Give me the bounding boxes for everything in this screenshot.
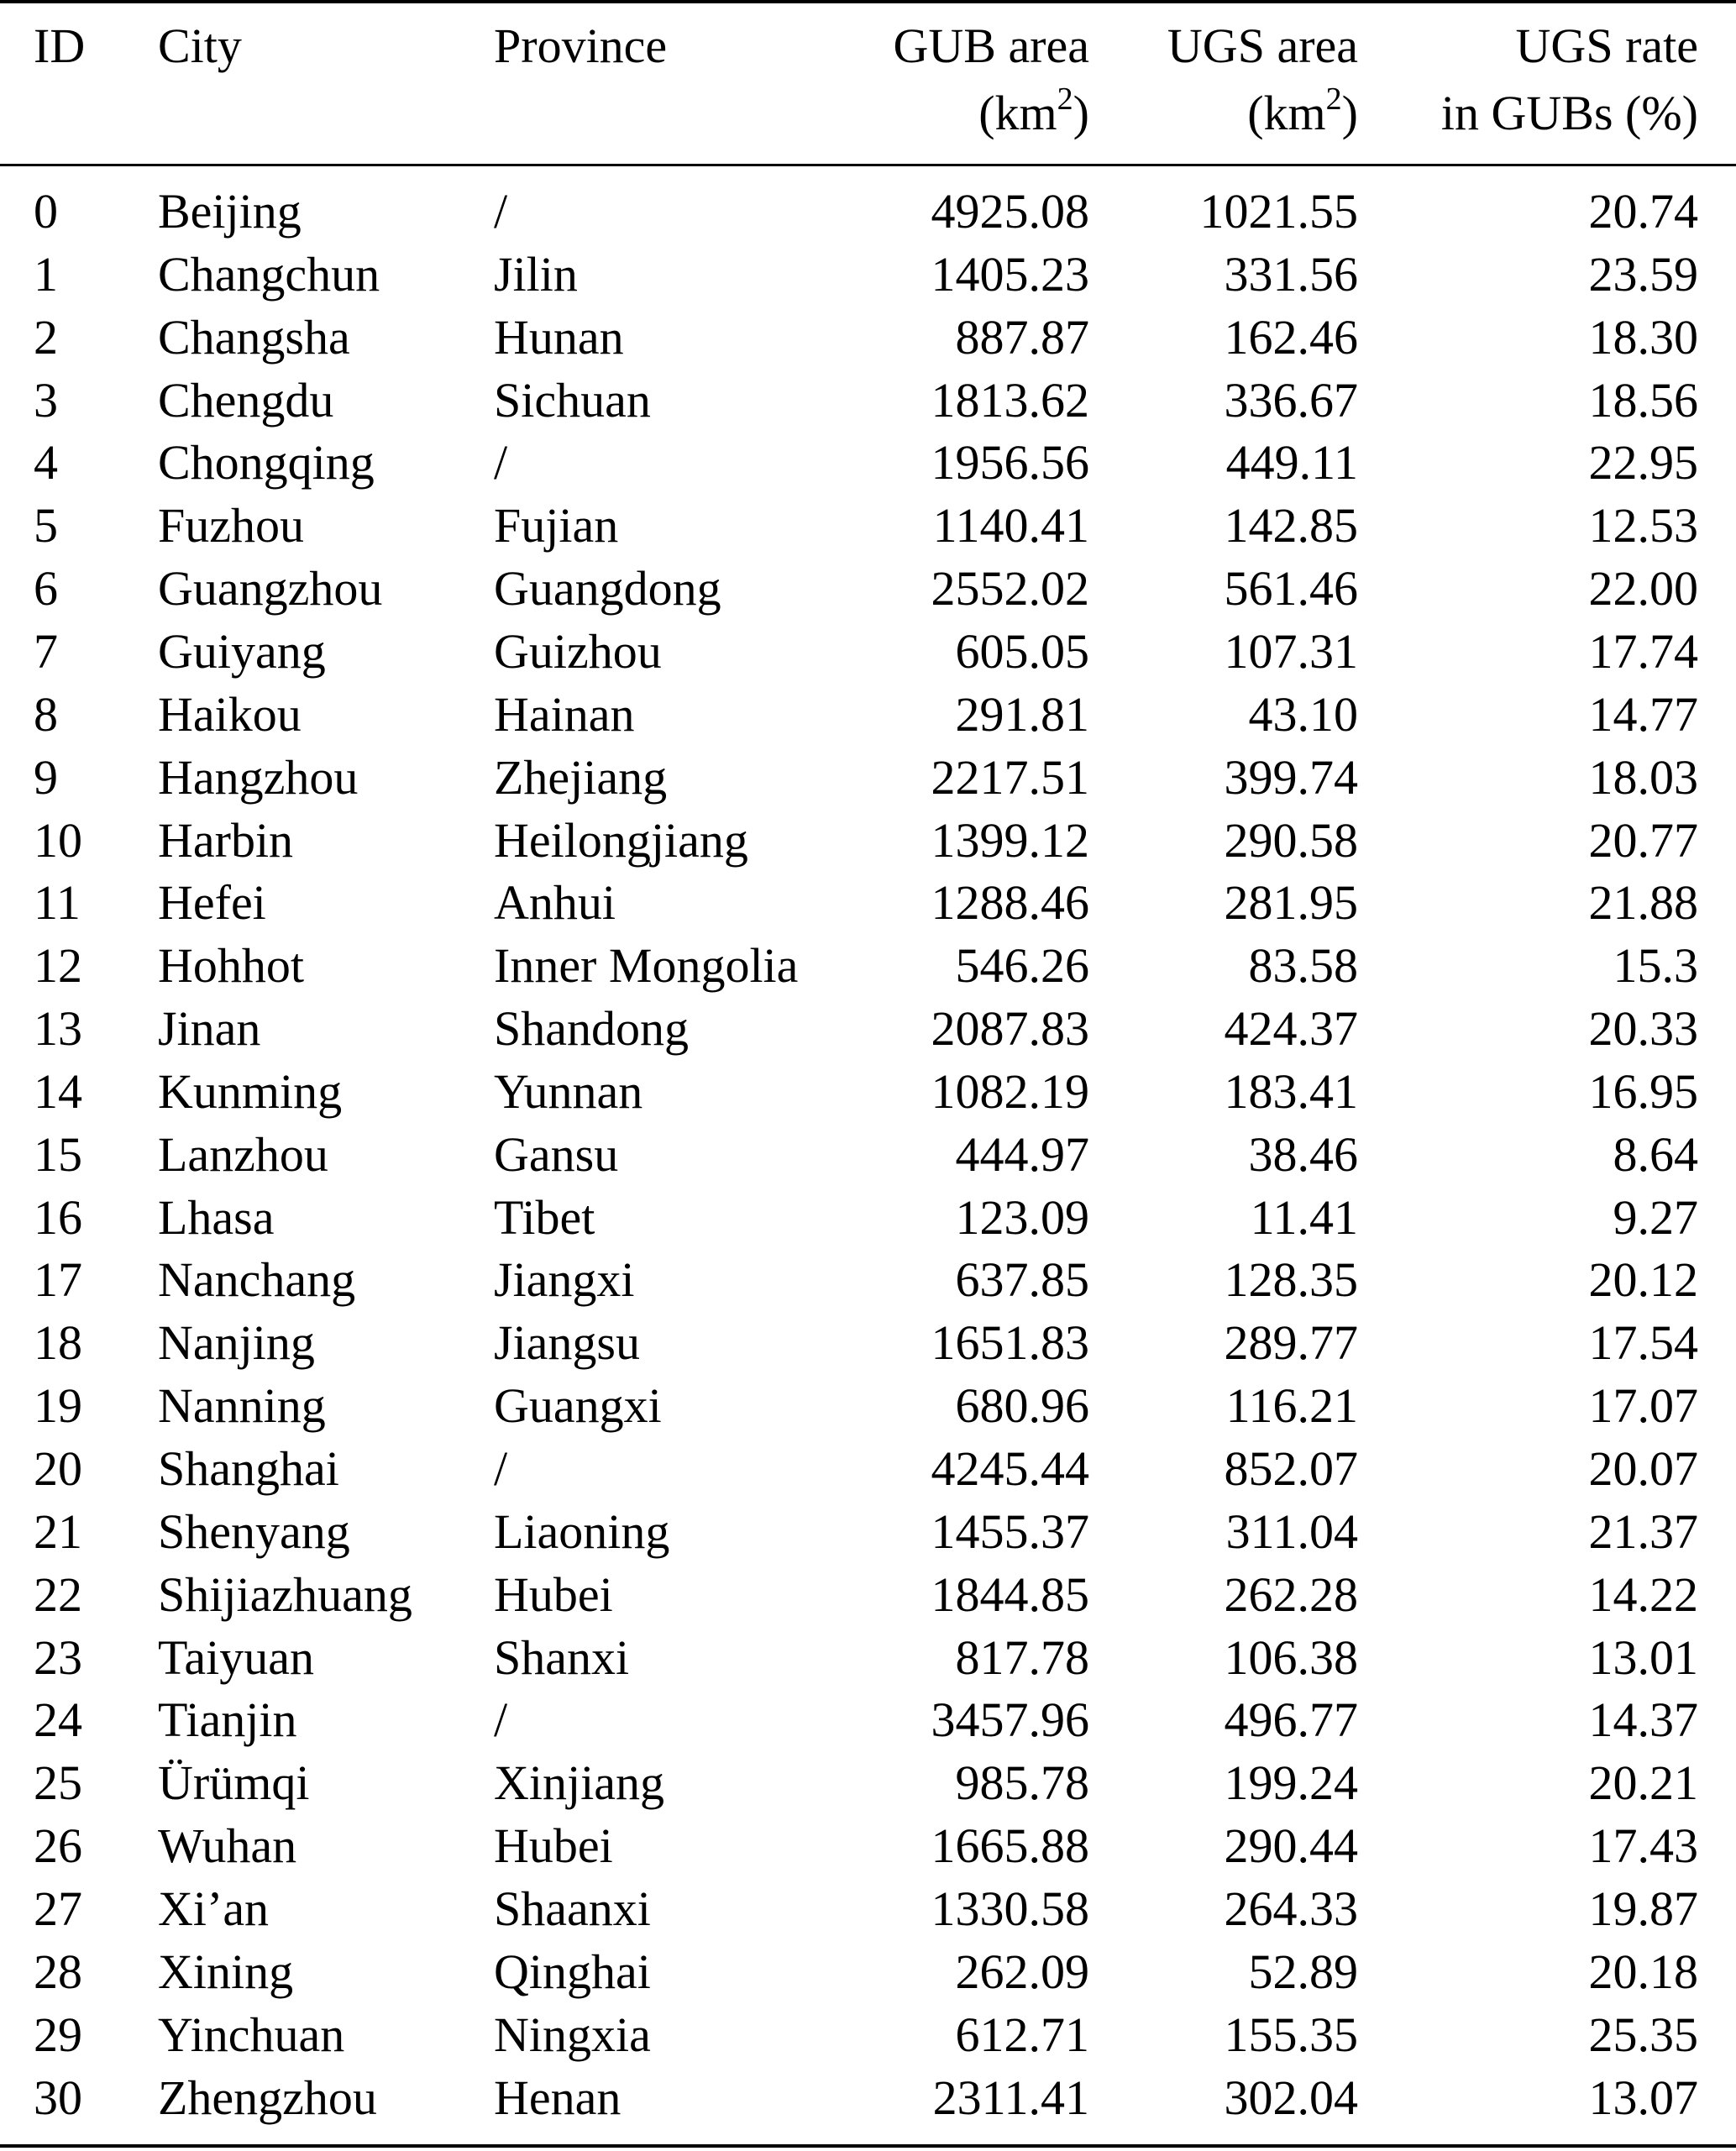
cell-ugs-area: 311.04 <box>1225 1503 1358 1559</box>
cell-province: Hunan <box>494 309 624 365</box>
cell-gub-area: 1405.23 <box>931 246 1089 302</box>
cell-gub-area: 2311.41 <box>932 2070 1089 2125</box>
cell-gub-area: 1288.46 <box>931 875 1089 931</box>
cell-id: 26 <box>34 1818 82 1874</box>
cell-city: Hangzhou <box>158 749 359 805</box>
cell-gub-area: 4245.44 <box>931 1441 1089 1496</box>
cell-ugs-area: 264.33 <box>1224 1881 1358 1936</box>
cell-ugs-rate: 19.87 <box>1588 1881 1698 1936</box>
cell-gub-area: 1455.37 <box>931 1503 1089 1559</box>
cell-ugs-area: 336.67 <box>1224 372 1358 428</box>
cell-province: Inner Mongolia <box>494 938 799 994</box>
header-gub-unit-text: (km <box>978 86 1057 140</box>
cell-id: 14 <box>34 1063 82 1119</box>
cell-ugs-rate: 18.56 <box>1588 372 1698 428</box>
cell-gub-area: 1399.12 <box>931 812 1089 868</box>
cell-province: / <box>494 184 508 239</box>
cell-ugs-rate: 20.33 <box>1588 1001 1698 1057</box>
cell-ugs-area: 290.58 <box>1224 812 1358 868</box>
cell-ugs-rate: 21.37 <box>1588 1503 1698 1559</box>
cell-gub-area: 2552.02 <box>931 561 1089 616</box>
cell-ugs-rate: 16.95 <box>1588 1063 1698 1119</box>
cell-gub-area: 123.09 <box>955 1189 1089 1245</box>
cell-id: 30 <box>34 2070 82 2125</box>
header-ugs-rate: UGS rate <box>1515 18 1698 73</box>
cell-province: Shandong <box>494 1001 689 1057</box>
header-province: Province <box>494 18 668 73</box>
cell-id: 6 <box>34 561 58 616</box>
header-ugs-unit-close: ) <box>1341 86 1358 140</box>
cell-city: Harbin <box>158 812 294 868</box>
cell-id: 9 <box>34 749 58 805</box>
cell-ugs-area: 561.46 <box>1224 561 1358 616</box>
cell-id: 16 <box>34 1189 82 1245</box>
cell-ugs-rate: 8.64 <box>1613 1126 1698 1182</box>
cell-province: Gansu <box>494 1126 619 1182</box>
cell-city: Wuhan <box>158 1818 297 1874</box>
cell-ugs-rate: 15.3 <box>1613 938 1698 994</box>
cell-ugs-rate: 17.43 <box>1588 1818 1698 1874</box>
cell-province: Yunnan <box>494 1063 643 1119</box>
cell-gub-area: 3457.96 <box>931 1692 1089 1748</box>
cell-gub-area: 1813.62 <box>931 372 1089 428</box>
cell-gub-area: 1956.56 <box>931 435 1089 491</box>
cell-city: Nanjing <box>158 1315 315 1371</box>
cell-id: 0 <box>34 184 58 239</box>
cell-gub-area: 887.87 <box>955 309 1089 365</box>
header-ugs-rate-unit: in GUBs (%) <box>1440 86 1698 140</box>
cell-province: Sichuan <box>494 372 651 428</box>
cell-id: 13 <box>34 1001 82 1057</box>
cell-ugs-area: 496.77 <box>1224 1692 1358 1748</box>
cell-province: / <box>494 1692 508 1748</box>
header-gub-unit <box>978 81 1089 143</box>
cell-province: Zhejiang <box>494 749 668 805</box>
cell-id: 2 <box>34 309 58 365</box>
cell-province: / <box>494 1441 508 1496</box>
cell-ugs-rate: 17.54 <box>1588 1315 1698 1371</box>
cell-city: Xi’an <box>158 1881 270 1936</box>
cell-city: Lanzhou <box>158 1126 328 1182</box>
cell-id: 28 <box>34 1944 82 1999</box>
cell-id: 29 <box>34 2007 82 2062</box>
cell-ugs-area: 199.24 <box>1224 1755 1358 1811</box>
cell-province: Henan <box>494 2070 621 2125</box>
cell-gub-area: 985.78 <box>955 1755 1089 1811</box>
cell-gub-area: 2217.51 <box>931 749 1089 805</box>
cell-ugs-area: 11.41 <box>1250 1189 1358 1245</box>
cell-ugs-area: 852.07 <box>1224 1441 1358 1496</box>
header-gub-area: GUB area <box>893 18 1089 73</box>
cell-id: 11 <box>34 875 81 931</box>
cell-id: 23 <box>34 1629 82 1685</box>
cell-city: Chengdu <box>158 372 334 428</box>
cell-ugs-rate: 18.03 <box>1588 749 1698 805</box>
cell-ugs-rate: 14.22 <box>1588 1566 1698 1622</box>
cell-gub-area: 262.09 <box>955 1944 1089 1999</box>
header-ugs-area: UGS area <box>1167 18 1358 73</box>
cell-province: Tibet <box>494 1189 595 1245</box>
cell-province: Hubei <box>494 1566 613 1622</box>
cell-gub-area: 546.26 <box>955 938 1089 994</box>
cell-city: Nanchang <box>158 1252 356 1308</box>
cell-ugs-area: 128.35 <box>1224 1252 1358 1308</box>
cell-ugs-rate: 20.74 <box>1588 184 1698 239</box>
cell-gub-area: 817.78 <box>955 1629 1089 1685</box>
cell-province: Jiangsu <box>494 1315 640 1371</box>
cell-ugs-rate: 22.00 <box>1588 561 1698 616</box>
header-city: City <box>158 18 242 73</box>
cell-ugs-rate: 17.07 <box>1588 1378 1698 1434</box>
header-gub-unit-close: ) <box>1073 86 1089 140</box>
cell-province: Fujian <box>494 498 619 553</box>
cell-id: 27 <box>34 1881 82 1936</box>
cell-ugs-rate: 23.59 <box>1588 246 1698 302</box>
cell-city: Fuzhou <box>158 498 304 553</box>
cell-province: Qinghai <box>494 1944 651 1999</box>
cell-ugs-area: 142.85 <box>1224 498 1358 553</box>
cell-gub-area: 1651.83 <box>931 1315 1089 1371</box>
cell-city: Ürümqi <box>158 1755 310 1811</box>
cell-ugs-area: 155.35 <box>1224 2007 1358 2062</box>
cell-city: Taiyuan <box>158 1629 314 1685</box>
cell-gub-area: 1330.58 <box>931 1881 1089 1936</box>
cell-id: 17 <box>34 1252 82 1308</box>
cell-ugs-area: 424.37 <box>1224 1001 1358 1057</box>
cell-city: Lhasa <box>158 1189 275 1245</box>
cell-id: 15 <box>34 1126 82 1182</box>
cell-province: Liaoning <box>494 1503 670 1559</box>
header-ugs-unit-sup: 2 <box>1325 81 1342 117</box>
cell-province: Guizhou <box>494 623 662 679</box>
cell-province: Heilongjiang <box>494 812 748 868</box>
cell-ugs-rate: 13.07 <box>1588 2070 1698 2125</box>
header-id: ID <box>34 18 86 73</box>
cell-ugs-rate: 20.18 <box>1588 1944 1698 1999</box>
cell-gub-area: 4925.08 <box>931 184 1089 239</box>
cell-province: Shaanxi <box>494 1881 651 1936</box>
cell-ugs-area: 1021.55 <box>1199 184 1358 239</box>
cell-gub-area: 1844.85 <box>931 1566 1089 1622</box>
cell-id: 1 <box>34 246 58 302</box>
cell-ugs-rate: 13.01 <box>1588 1629 1698 1685</box>
cell-id: 4 <box>34 435 58 491</box>
cell-city: Changchun <box>158 246 380 302</box>
cell-gub-area: 612.71 <box>955 2007 1089 2062</box>
header-ugs-unit <box>1247 81 1358 143</box>
cell-id: 20 <box>34 1441 82 1496</box>
header-gub-unit-sup: 2 <box>1057 81 1073 117</box>
cell-id: 3 <box>34 372 58 428</box>
cell-city: Shanghai <box>158 1441 339 1496</box>
cell-id: 8 <box>34 686 58 742</box>
cell-ugs-rate: 18.30 <box>1588 309 1698 365</box>
cell-province: Anhui <box>494 875 616 931</box>
cell-gub-area: 680.96 <box>955 1378 1089 1434</box>
cell-gub-area: 1140.41 <box>932 498 1089 553</box>
cell-province: Guangdong <box>494 561 721 616</box>
cell-id: 19 <box>34 1378 82 1434</box>
cell-id: 7 <box>34 623 58 679</box>
cell-gub-area: 291.81 <box>955 686 1089 742</box>
bottom-rule <box>0 2144 1736 2148</box>
cell-province: Jiangxi <box>494 1252 635 1308</box>
cell-province: Ningxia <box>494 2007 651 2062</box>
cell-ugs-rate: 21.88 <box>1588 875 1698 931</box>
header-ugs-unit-text: (km <box>1247 86 1326 140</box>
cell-id: 10 <box>34 812 82 868</box>
cell-ugs-area: 399.74 <box>1224 749 1358 805</box>
cell-province: Hainan <box>494 686 635 742</box>
cell-ugs-rate: 25.35 <box>1588 2007 1698 2062</box>
cell-gub-area: 605.05 <box>955 623 1089 679</box>
top-rule <box>0 0 1736 3</box>
cell-city: Xining <box>158 1944 294 1999</box>
cell-ugs-area: 116.21 <box>1225 1378 1358 1434</box>
cell-ugs-area: 183.41 <box>1224 1063 1358 1119</box>
cell-ugs-rate: 14.77 <box>1588 686 1698 742</box>
cell-gub-area: 444.97 <box>955 1126 1089 1182</box>
cell-ugs-area: 38.46 <box>1248 1126 1358 1182</box>
cell-ugs-rate: 14.37 <box>1588 1692 1698 1748</box>
cell-province: Hubei <box>494 1818 613 1874</box>
cell-id: 18 <box>34 1315 82 1371</box>
cell-ugs-rate: 17.74 <box>1588 623 1698 679</box>
cell-ugs-rate: 12.53 <box>1588 498 1698 553</box>
cell-city: Shenyang <box>158 1503 350 1559</box>
cell-ugs-area: 162.46 <box>1224 309 1358 365</box>
header-rule <box>0 164 1736 166</box>
cell-city: Yinchuan <box>158 2007 345 2062</box>
cell-ugs-rate: 20.12 <box>1588 1252 1698 1308</box>
cell-ugs-rate: 22.95 <box>1588 435 1698 491</box>
cell-city: Jinan <box>158 1001 261 1057</box>
cell-province: Jilin <box>494 246 578 302</box>
cell-ugs-area: 289.77 <box>1224 1315 1358 1371</box>
cell-ugs-area: 331.56 <box>1224 246 1358 302</box>
cell-ugs-area: 52.89 <box>1248 1944 1358 1999</box>
cell-gub-area: 2087.83 <box>931 1001 1089 1057</box>
cell-ugs-rate: 20.07 <box>1588 1441 1698 1496</box>
cell-city: Tianjin <box>158 1692 297 1748</box>
cell-city: Hohhot <box>158 938 304 994</box>
cell-ugs-area: 43.10 <box>1248 686 1358 742</box>
cell-province: Guangxi <box>494 1378 662 1434</box>
cell-gub-area: 1082.19 <box>931 1063 1089 1119</box>
cell-city: Beijing <box>158 184 302 239</box>
cell-province: Shanxi <box>494 1629 630 1685</box>
cell-id: 21 <box>34 1503 82 1559</box>
cell-id: 24 <box>34 1692 82 1748</box>
cell-ugs-area: 302.04 <box>1224 2070 1358 2125</box>
cell-province: / <box>494 435 508 491</box>
cell-city: Kunming <box>158 1063 343 1119</box>
cell-city: Shijiazhuang <box>158 1566 412 1622</box>
cell-ugs-rate: 9.27 <box>1613 1189 1698 1245</box>
cell-ugs-area: 449.11 <box>1225 435 1358 491</box>
cell-id: 5 <box>34 498 58 553</box>
cell-city: Nanning <box>158 1378 326 1434</box>
cell-ugs-area: 262.28 <box>1224 1566 1358 1622</box>
cell-city: Changsha <box>158 309 350 365</box>
cell-ugs-area: 290.44 <box>1224 1818 1358 1874</box>
cell-gub-area: 637.85 <box>955 1252 1089 1308</box>
cell-ugs-area: 281.95 <box>1224 875 1358 931</box>
cell-ugs-rate: 20.77 <box>1588 812 1698 868</box>
cell-city: Guangzhou <box>158 561 383 616</box>
cell-city: Hefei <box>158 875 266 931</box>
cell-city: Zhengzhou <box>158 2070 377 2125</box>
cell-ugs-area: 83.58 <box>1248 938 1358 994</box>
cell-id: 25 <box>34 1755 82 1811</box>
cell-id: 12 <box>34 938 82 994</box>
cell-ugs-area: 107.31 <box>1224 623 1358 679</box>
cell-city: Chongqing <box>158 435 375 491</box>
cell-id: 22 <box>34 1566 82 1622</box>
cell-city: Guiyang <box>158 623 326 679</box>
cell-gub-area: 1665.88 <box>931 1818 1089 1874</box>
cell-ugs-area: 106.38 <box>1224 1629 1358 1685</box>
cell-ugs-rate: 20.21 <box>1588 1755 1698 1811</box>
cell-city: Haikou <box>158 686 302 742</box>
cell-province: Xinjiang <box>494 1755 664 1811</box>
